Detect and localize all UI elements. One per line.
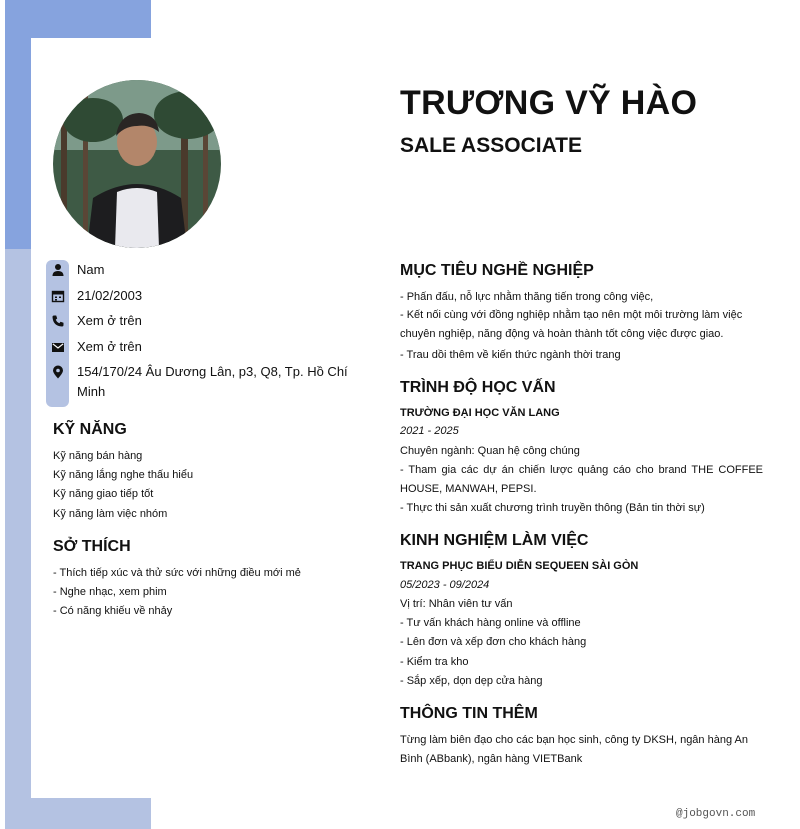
hobby-item: - Thích tiếp xúc và thử sức với những điều mới mẻ bbox=[53, 567, 301, 579]
skill-item: Kỹ năng lắng nghe thấu hiểu bbox=[53, 469, 194, 481]
person-icon bbox=[51, 263, 65, 277]
skill-item: Kỹ năng làm việc nhóm bbox=[53, 508, 168, 520]
location-pin-icon bbox=[51, 365, 65, 379]
education-title: TRÌNH ĐỘ HỌC VẤN bbox=[400, 379, 556, 396]
contact-address-line1: 154/170/24 Âu Dương Lân, p3, Q8, Tp. Hồ Chí bbox=[77, 364, 348, 379]
hobby-item: - Có năng khiếu về nhảy bbox=[53, 605, 173, 617]
education-period: 2021 - 2025 bbox=[400, 425, 459, 437]
hobby-item: - Nghe nhạc, xem phim bbox=[53, 586, 167, 598]
contact-gender: Nam bbox=[77, 262, 105, 277]
contact-phone: Xem ở trên bbox=[77, 313, 142, 328]
candidate-role: SALE ASSOCIATE bbox=[400, 134, 583, 157]
extra-text: Từng làm biên đạo cho các bạn học sinh, công ty DKSH, ngân hàng An Bình (ABbank), ngân hàng VIETBank bbox=[400, 734, 748, 765]
objective-line: - Phấn đấu, nỗ lực nhằm thăng tiến trong công việc, bbox=[400, 291, 654, 303]
experience-position: Vị trí: Nhân viên tư vấn bbox=[400, 598, 513, 610]
school-name: TRƯỜNG ĐẠI HỌC VĂN LANG bbox=[400, 407, 560, 419]
education-detail: - Thực thi sản xuất chương trình truyền thông (Bản tin thời sự) bbox=[400, 502, 705, 514]
contact-birthday: 21/02/2003 bbox=[77, 288, 143, 303]
contact-address-line2: Minh bbox=[77, 384, 106, 399]
skills-title: KỸ NĂNG bbox=[53, 421, 127, 438]
experience-task: - Sắp xếp, dọn dẹp cửa hàng bbox=[400, 675, 543, 687]
contact-icon-rail bbox=[46, 260, 69, 407]
mail-icon bbox=[51, 340, 65, 354]
candidate-name: TRƯƠNG VỸ HÀO bbox=[400, 84, 698, 122]
education-major: Chuyên ngành: Quan hệ công chúng bbox=[400, 445, 580, 457]
phone-icon bbox=[51, 314, 65, 328]
hobbies-title: SỞ THÍCH bbox=[53, 538, 131, 555]
company-name: TRANG PHỤC BIỂU DIỄN SEQUEEN SÀI GÒN bbox=[400, 560, 639, 572]
objective-line: - Trau dồi thêm về kiến thức ngành thời trang bbox=[400, 349, 621, 361]
contact-email: Xem ở trên bbox=[77, 339, 142, 354]
experience-period: 05/2023 - 09/2024 bbox=[400, 579, 490, 591]
watermark: @jobgovn.com bbox=[676, 808, 756, 820]
skill-item: Kỹ năng bán hàng bbox=[53, 450, 143, 462]
experience-task: - Tư vấn khách hàng online và offline bbox=[400, 617, 581, 629]
objective-title: MỤC TIÊU NGHỀ NGHIỆP bbox=[400, 262, 594, 279]
objective-line: - Kết nối cùng với đồng nghiệp nhằm tạo nên một môi trường làm việc chuyên nghiệp, năng động và hoàn thành tốt công việc được giao. bbox=[400, 309, 743, 340]
experience-task: - Lên đơn và xếp đơn cho khách hàng bbox=[400, 636, 587, 648]
profile-photo bbox=[53, 80, 221, 248]
experience-task: - Kiểm tra kho bbox=[400, 656, 469, 668]
extra-title: THÔNG TIN THÊM bbox=[400, 705, 538, 722]
skill-item: Kỹ năng giao tiếp tốt bbox=[53, 488, 154, 500]
calendar-icon bbox=[51, 289, 65, 303]
experience-title: KINH NGHIỆM LÀM VIỆC bbox=[400, 532, 589, 549]
education-detail: - Tham gia các dự án chiến lược quảng cáo cho brand THE COFFEE HOUSE, MANWAH, PEPSI. bbox=[400, 464, 763, 495]
